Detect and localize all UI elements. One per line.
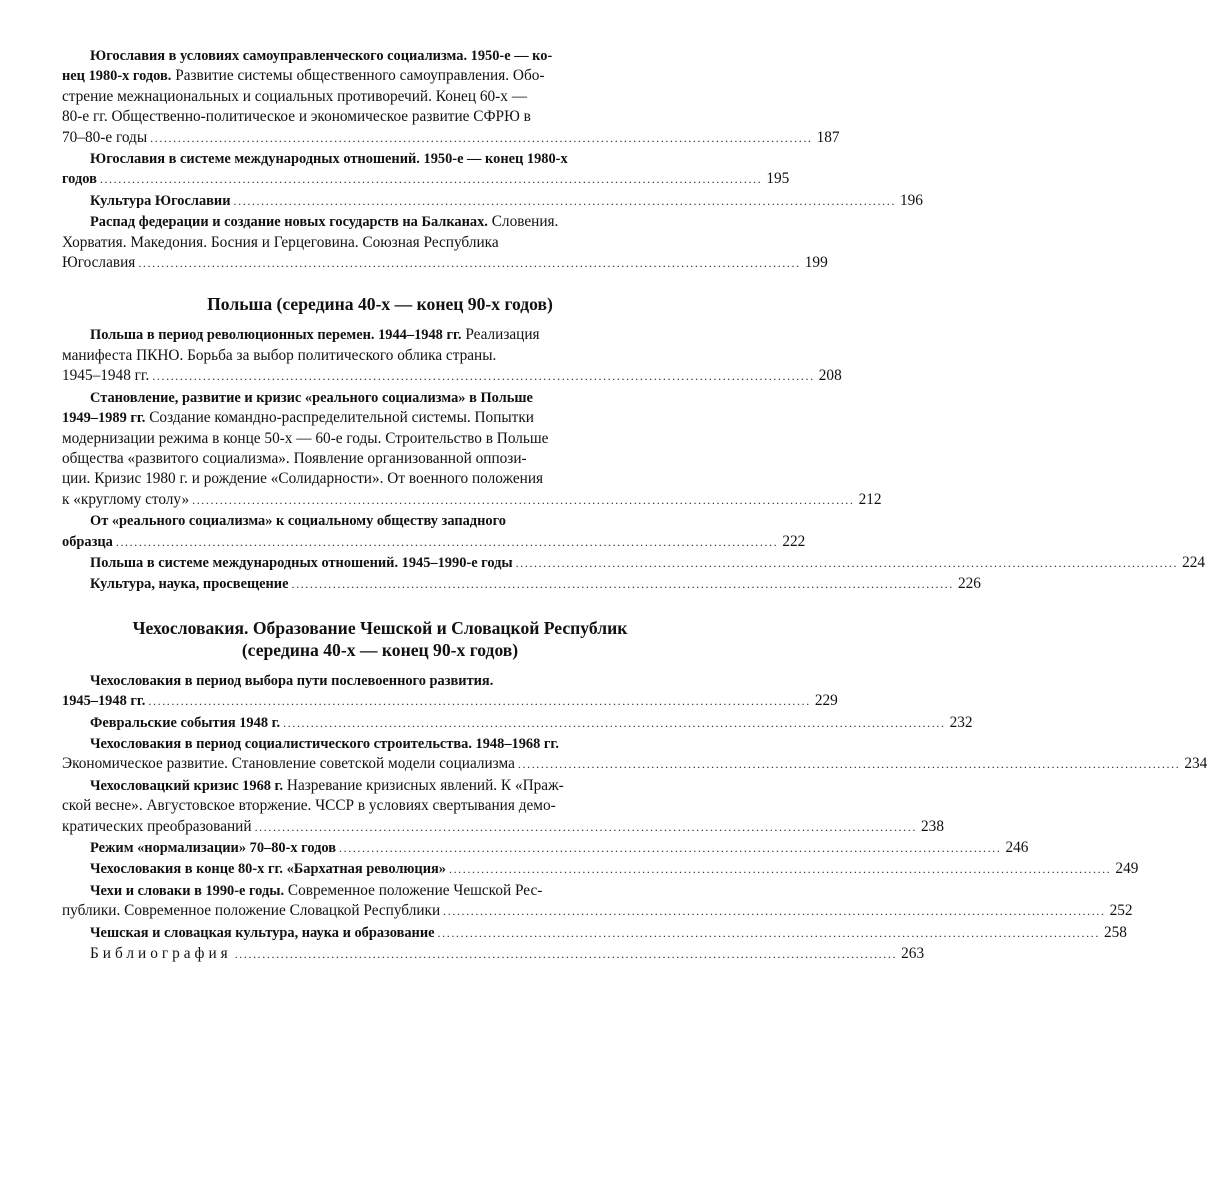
entry-text: Современное положение Чешской Рес- bbox=[284, 881, 543, 899]
page-number: 229 bbox=[814, 692, 838, 710]
entry-title-cont: 1949–1989 гг. bbox=[62, 410, 146, 427]
toc-entry-yugoslavia-international[interactable] bbox=[62, 149, 790, 190]
entry-text: Назревание кризисных явлений. К «Праж- bbox=[283, 776, 564, 794]
entry-text: Словения. bbox=[487, 213, 559, 231]
leader-dots: ................................................................................................................................................ bbox=[291, 577, 954, 592]
leader-dots: ................................................................................................................................................ bbox=[283, 715, 946, 730]
leader-dots: ................................................................................................................................................ bbox=[115, 534, 779, 549]
toc-entry-poland-international[interactable] bbox=[62, 553, 1206, 573]
page-number: 222 bbox=[782, 532, 806, 550]
entry-title-cont: нец 1980-х годов. bbox=[62, 68, 172, 85]
entry-lastline bbox=[62, 490, 882, 510]
entry-lastline bbox=[90, 944, 925, 964]
entry-text: Реализация bbox=[461, 326, 540, 344]
leader-dots: ................................................................................................................................................ bbox=[192, 492, 855, 507]
toc-entry-poland-western-model[interactable] bbox=[62, 511, 806, 552]
entry-title-cont: годов bbox=[62, 171, 97, 188]
page-number: 234 bbox=[1184, 755, 1207, 773]
entry-text: 1945–1948 гг. bbox=[62, 367, 150, 385]
entry-title: Польша в период революционных перемен. 1944–1948 гг. bbox=[90, 327, 462, 344]
entry-text: Развитие системы общественного самоуправления. Обо- bbox=[171, 67, 545, 85]
entry-lastline bbox=[62, 366, 842, 386]
entry-lastline bbox=[62, 253, 828, 273]
leader-dots: ................................................................................................................................................ bbox=[99, 172, 763, 187]
entry-text: Югославия bbox=[62, 254, 136, 272]
entry-text: общества «развитого социализма». Появление организованной оппози- bbox=[62, 449, 527, 467]
leader-dots: ................................................................................................................................................ bbox=[448, 862, 1112, 877]
toc-entry-czech-normalization[interactable] bbox=[62, 838, 1029, 858]
leader-dots: ................................................................................................................................................ bbox=[148, 694, 811, 709]
entry-text: Экономическое развитие. Становление советской модели социализма bbox=[62, 755, 515, 773]
leader-dots: ................................................................................................................................................ bbox=[233, 193, 896, 208]
entry-lastline bbox=[62, 901, 1133, 921]
entry-text: 80-е гг. Общественно-политическое и экономическое развитие СФРЮ в bbox=[62, 108, 531, 126]
page-number: 238 bbox=[921, 817, 944, 835]
entry-lastline bbox=[90, 553, 1206, 573]
toc-entry-czech-postwar[interactable] bbox=[62, 671, 838, 712]
toc-entry-poland-revolution[interactable] bbox=[62, 325, 842, 386]
entry-lastline bbox=[90, 574, 981, 594]
leader-dots: ................................................................................................................................................ bbox=[517, 757, 1181, 772]
entry-title: Польша в системе международных отношений. 1945–1990-е годы bbox=[90, 554, 513, 571]
entry-lastline bbox=[62, 532, 806, 552]
section-heading-czechoslovakia bbox=[62, 617, 698, 661]
toc-entry-yugoslavia-breakup[interactable] bbox=[62, 212, 828, 273]
page-number: 199 bbox=[804, 254, 828, 272]
leader-dots: ................................................................................................................................................ bbox=[443, 904, 1106, 919]
entry-title: Чехословакия в конце 80-х гг. «Бархатная революция» bbox=[90, 861, 446, 878]
toc-entry-poland-real-socialism[interactable] bbox=[62, 388, 882, 510]
table-of-contents bbox=[62, 46, 1207, 964]
entry-lastline bbox=[62, 691, 838, 711]
entry-lastline bbox=[90, 191, 923, 211]
page-number: 226 bbox=[957, 575, 981, 593]
entry-title: От «реального социализма» к социальному обществу западного bbox=[90, 513, 506, 530]
toc-entry-czech-slovak-1990s[interactable] bbox=[62, 881, 1133, 922]
page-number: 263 bbox=[901, 945, 925, 963]
page-number: 208 bbox=[818, 367, 842, 385]
page-number: 212 bbox=[858, 490, 882, 508]
entry-text: Хорватия. Македония. Босния и Герцеговина. Союзная Республика bbox=[62, 233, 499, 251]
leader-dots: ................................................................................................................................................ bbox=[152, 369, 815, 384]
entry-lastline bbox=[62, 817, 944, 837]
entry-title: Культура Югославии bbox=[90, 192, 231, 209]
entry-lastline bbox=[62, 169, 790, 189]
toc-entry-poland-culture[interactable] bbox=[62, 574, 981, 594]
entry-title: Культура, наука, просвещение bbox=[90, 576, 289, 593]
toc-entry-czech-crisis-1968[interactable] bbox=[62, 776, 944, 837]
entry-lastline bbox=[62, 754, 1207, 774]
leader-dots: ................................................................................................................................................ bbox=[339, 841, 1002, 855]
entry-lastline bbox=[62, 128, 840, 148]
entry-title: Чехословакия в период социалистического строительства. 1948–1968 гг. bbox=[90, 735, 559, 752]
toc-entry-czech-culture[interactable] bbox=[62, 923, 1127, 943]
page-number: 196 bbox=[899, 191, 923, 209]
section-heading-line: Чехословакия. Образование Чешской и Словацкой Республик bbox=[132, 617, 628, 638]
entry-text: кратических преобразований bbox=[62, 817, 252, 835]
entry-lastline bbox=[90, 713, 973, 733]
entry-title: Чехословацкий кризис 1968 г. bbox=[90, 777, 284, 794]
page-number: 232 bbox=[949, 713, 973, 731]
page-number: 252 bbox=[1109, 902, 1133, 920]
entry-text: ской весне». Августовское вторжение. ЧССР в условиях свертывания демо- bbox=[62, 797, 556, 815]
entry-title-cont: образца bbox=[62, 533, 113, 550]
leader-dots: ................................................................................................................................................ bbox=[150, 130, 813, 145]
entry-text: манифеста ПКНО. Борьба за выбор политического облика страны. bbox=[62, 346, 497, 364]
entry-text: Создание командно-распределительной системы. Попытки bbox=[145, 409, 534, 427]
entry-lastline bbox=[90, 838, 1029, 858]
leader-dots: ................................................................................................................................................ bbox=[234, 947, 898, 962]
entry-title: Югославия в условиях самоуправленческого социализма. 1950-е — ко- bbox=[90, 48, 553, 64]
entry-text: стрение межнациональных и социальных противоречий. Конец 60-х — bbox=[62, 87, 527, 105]
entry-title: Чешская и словацкая культура, наука и образование bbox=[90, 924, 435, 941]
page-number: 249 bbox=[1115, 860, 1139, 878]
toc-entry-yugoslavia-self-management[interactable] bbox=[62, 46, 840, 148]
entry-text: публики. Современное положение Словацкой Республики bbox=[62, 902, 441, 920]
leader-dots: ................................................................................................................................................ bbox=[254, 819, 917, 834]
entry-text: модернизации режима в конце 50-х — 60-е годы. Строительство в Польше bbox=[62, 429, 549, 447]
section-heading-poland: Польша (середина 40-х — конец 90-х годов) bbox=[207, 294, 553, 315]
entry-title: Чехословакия в период выбора пути послевоенного развития. bbox=[90, 672, 494, 689]
entry-title: Югославия в системе международных отношений. 1950-е — конец 1980-х bbox=[90, 151, 568, 168]
entry-lastline bbox=[90, 859, 1139, 879]
entry-text: ции. Кризис 1980 г. и рождение «Солидарности». От военного положения bbox=[62, 470, 544, 488]
section-heading-line: (середина 40-х — конец 90-х годов) bbox=[241, 639, 519, 660]
entry-title: Становление, развитие и кризис «реального социализма» в Польше bbox=[90, 389, 533, 406]
toc-entry-yugoslavia-culture[interactable] bbox=[62, 191, 923, 211]
page-number: 224 bbox=[1182, 553, 1206, 571]
entry-title: Февральские события 1948 г. bbox=[90, 714, 281, 731]
toc-entry-czech-velvet-revolution[interactable] bbox=[62, 859, 1139, 879]
entry-text: к «круглому столу» bbox=[62, 490, 190, 508]
entry-lastline bbox=[90, 923, 1127, 943]
entry-title: Библиография bbox=[90, 945, 232, 963]
entry-title: Распад федерации и создание новых государств на Балканах. bbox=[90, 214, 488, 231]
leader-dots: ................................................................................................................................................ bbox=[138, 256, 801, 271]
leader-dots: ................................................................................................................................................ bbox=[437, 925, 1100, 940]
entry-title: Чехи и словаки в 1990-е годы. bbox=[90, 882, 285, 899]
page-number: 258 bbox=[1103, 923, 1127, 941]
toc-entry-bibliography[interactable] bbox=[62, 944, 925, 964]
page-number: 195 bbox=[766, 170, 790, 188]
page-number: 246 bbox=[1005, 839, 1029, 856]
entry-title: Режим «нормализации» 70–80-х годов bbox=[90, 840, 337, 856]
page-number: 187 bbox=[816, 128, 840, 146]
entry-text: 70–80-е годы bbox=[62, 128, 148, 146]
entry-title-cont: 1945–1948 гг. bbox=[62, 693, 146, 710]
toc-entry-czech-socialist-construction[interactable] bbox=[62, 734, 1207, 775]
toc-entry-czech-february-1948[interactable] bbox=[62, 713, 973, 733]
leader-dots: ................................................................................................................................................ bbox=[515, 555, 1179, 570]
